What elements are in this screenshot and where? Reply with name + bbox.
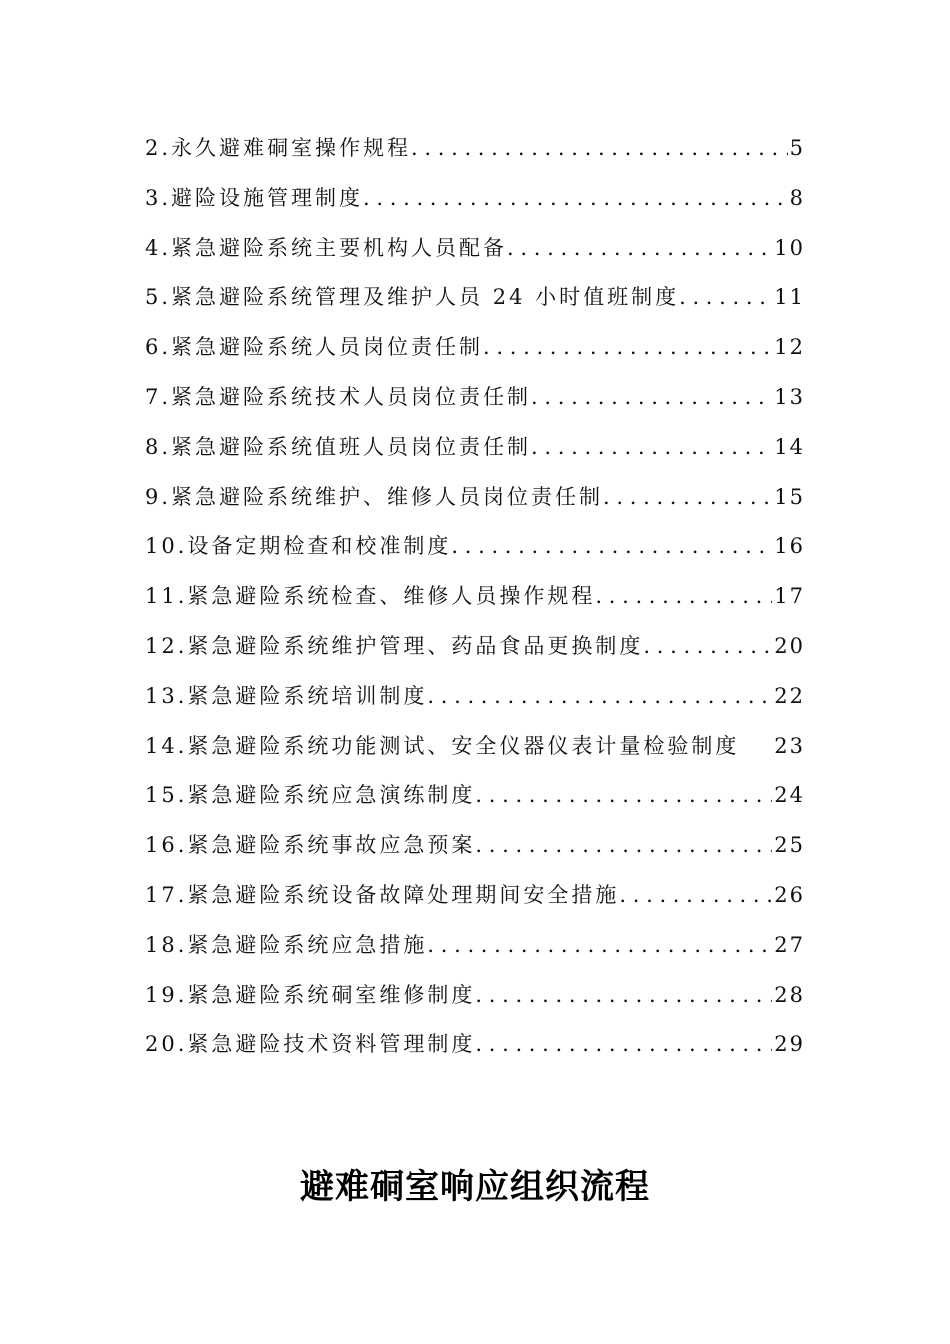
toc-entry-page: 11	[774, 285, 805, 310]
toc-entry-title: 10.设备定期检查和校准制度	[145, 534, 452, 559]
toc-entry-title: 2.永久避难硐室操作规程	[145, 136, 412, 160]
toc-leader-dots	[475, 783, 772, 807]
toc-leader-dots	[427, 933, 772, 957]
toc-entry-page: 17	[774, 584, 805, 609]
table-of-contents	[145, 132, 805, 1078]
toc-entry[interactable]	[145, 530, 805, 580]
toc-entry-title: 18.紧急避险系统应急措施	[145, 932, 428, 957]
toc-leader-dots	[475, 833, 772, 857]
toc-leader-dots	[619, 883, 772, 907]
toc-entry[interactable]	[145, 779, 805, 829]
toc-leader-dots	[531, 385, 772, 409]
toc-entry-title: 9.紧急避险系统维护、维修人员岗位责任制	[145, 484, 604, 509]
toc-leader-dots	[531, 435, 772, 459]
toc-entry-page: 23	[774, 733, 805, 758]
toc-entry-title: 12.紧急避险系统维护管理、药品食品更换制度	[145, 633, 644, 658]
toc-entry[interactable]	[145, 481, 805, 531]
toc-entry-title: 5.紧急避险系统管理及维护人员 24 小时值班制度	[145, 285, 680, 310]
toc-entry[interactable]	[145, 829, 805, 879]
toc-entry[interactable]	[145, 879, 805, 929]
toc-entry-page: 15	[774, 484, 805, 509]
toc-entry[interactable]	[145, 580, 805, 630]
toc-entry[interactable]	[145, 1028, 805, 1078]
toc-entry[interactable]	[145, 331, 805, 381]
toc-entry-title: 16.紧急避险系统事故应急预案	[145, 833, 476, 858]
toc-entry-title: 11.紧急避险系统检查、维修人员操作规程	[145, 584, 596, 609]
toc-entry-title: 17.紧急避险系统设备故障处理期间安全措施	[145, 882, 620, 907]
toc-entry-page: 13	[774, 384, 805, 409]
toc-entry-title: 6.紧急避险系统人员岗位责任制	[145, 335, 484, 360]
toc-entry-page: 22	[774, 683, 805, 708]
toc-leader-dots	[363, 186, 788, 210]
toc-entry[interactable]	[145, 232, 805, 282]
toc-entry-page: 10	[774, 235, 805, 260]
toc-leader-dots	[427, 684, 772, 708]
toc-entry[interactable]	[145, 680, 805, 730]
toc-entry-page: 5	[789, 136, 805, 160]
toc-leader-dots	[603, 485, 772, 509]
toc-entry-title: 8.紧急避险系统值班人员岗位责任制	[145, 434, 532, 459]
toc-leader-dots	[475, 983, 772, 1007]
toc-entry-page: 29	[774, 1032, 805, 1057]
toc-entry-title: 14.紧急避险系统功能测试、安全仪器仪表计量检验制度	[145, 733, 740, 758]
toc-leader-dots	[643, 634, 772, 658]
toc-entry-title: 4.紧急避险系统主要机构人员配备	[145, 235, 508, 260]
toc-entry[interactable]	[145, 182, 805, 232]
toc-entry-page: 28	[774, 982, 805, 1007]
toc-entry[interactable]	[145, 929, 805, 979]
toc-leader-dots	[679, 285, 772, 309]
toc-entry[interactable]	[145, 431, 805, 481]
toc-entry-title: 7.紧急避险系统技术人员岗位责任制	[145, 384, 532, 409]
toc-leader-dots	[483, 335, 772, 359]
toc-entry[interactable]	[145, 281, 805, 331]
toc-leader-dots	[475, 1032, 772, 1056]
toc-entry[interactable]	[145, 979, 805, 1029]
toc-entry-page: 25	[774, 833, 805, 858]
toc-entry-title: 20.紧急避险技术资料管理制度	[145, 1032, 476, 1057]
toc-leader-dots	[411, 136, 788, 160]
toc-entry-title: 19.紧急避险系统硐室维修制度	[145, 982, 476, 1007]
toc-entry-page: 20	[774, 633, 805, 658]
toc-leader-dots	[595, 584, 772, 608]
toc-entry-page: 27	[774, 932, 805, 957]
toc-entry-page: 16	[774, 534, 805, 559]
toc-entry-page: 24	[774, 783, 805, 808]
toc-leader-dots	[507, 236, 772, 260]
toc-entry[interactable]	[145, 630, 805, 680]
toc-entry-page: 8	[789, 185, 805, 210]
toc-entry[interactable]	[145, 132, 805, 182]
toc-entry-title: 3.避险设施管理制度	[145, 185, 364, 210]
toc-entry-page: 14	[774, 434, 805, 459]
toc-entry-title: 13.紧急避险系统培训制度	[145, 683, 428, 708]
section-heading: 避难硐室响应组织流程	[300, 1166, 650, 1207]
toc-entry[interactable]	[145, 381, 805, 431]
toc-entry-page: 26	[774, 882, 805, 907]
toc-leader-dots	[451, 534, 772, 558]
toc-entry-title: 15.紧急避险系统应急演练制度	[145, 783, 476, 808]
toc-entry-page: 12	[774, 335, 805, 360]
toc-entry[interactable]	[145, 730, 805, 780]
